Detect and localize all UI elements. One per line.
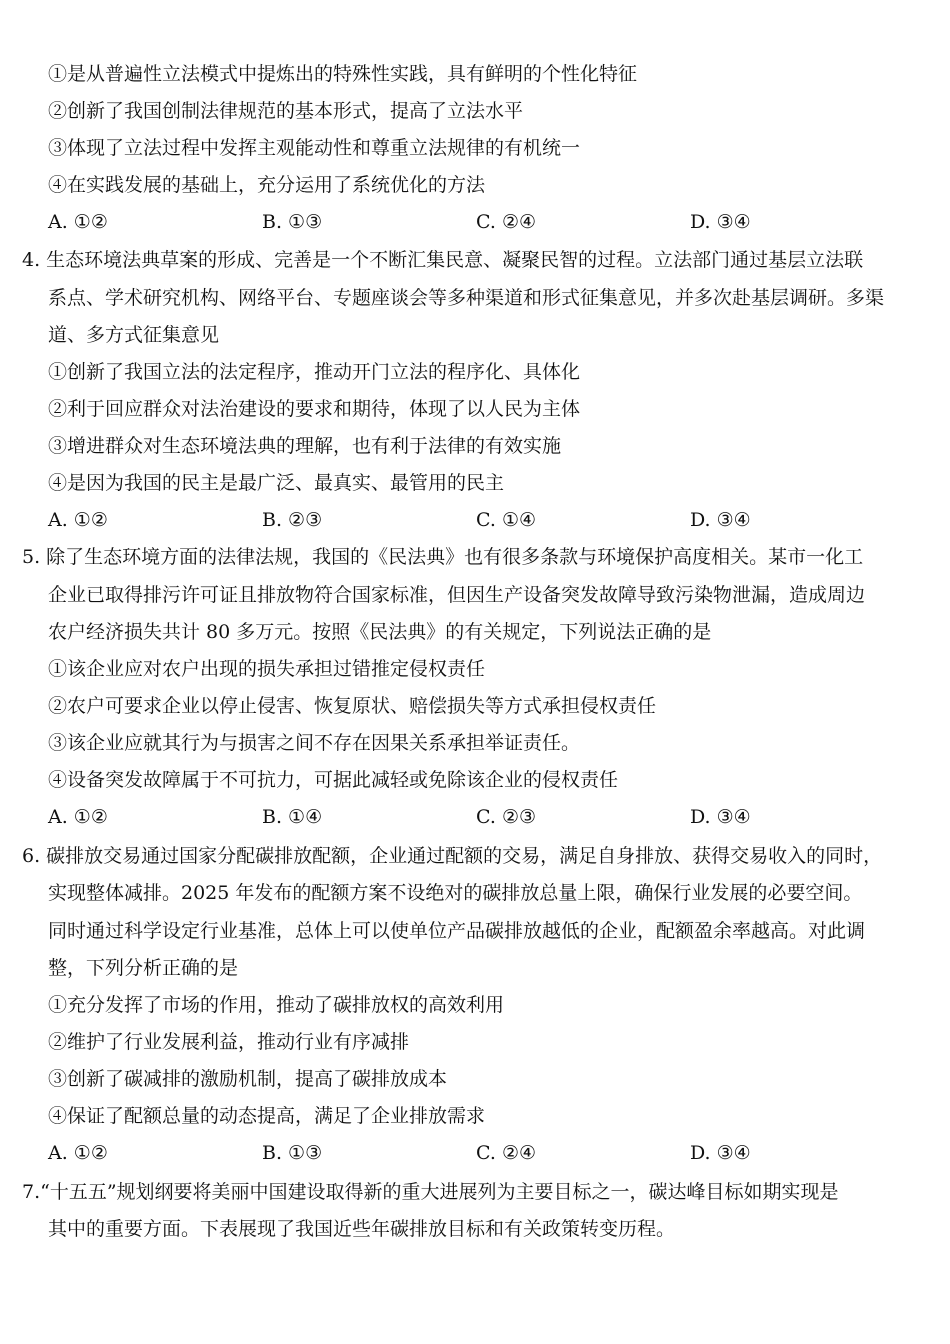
q3-option-d: D. ③④ (690, 211, 751, 233)
q4-item-2: ②利于回应群众对法治建设的要求和期待，体现了以人民为主体 (48, 398, 581, 420)
q6-option-c: C. ②④ (476, 1142, 537, 1164)
q3-option-b: B. ①③ (262, 211, 323, 233)
q6-stem-line-1: 6. 碳排放交易通过国家分配碳排放配额，企业通过配额的交易，满足自身排放、获得交易收入的同时， (22, 845, 883, 867)
q4-item-1: ①创新了我国立法的法定程序，推动开门立法的程序化、具体化 (48, 361, 581, 383)
q5-item-1: ①该企业应对农户出现的损失承担过错推定侵权责任 (48, 658, 486, 680)
q4-item-3: ③增进群众对生态环境法典的理解，也有利于法律的有效实施 (48, 435, 562, 457)
q5-stem-line-2: 企业已取得排污许可证且排放物符合国家标准，但因生产设备突发故障导致污染物泄漏，造成周边 (48, 584, 866, 606)
q6-item-2: ②维护了行业发展利益，推动行业有序减排 (48, 1031, 410, 1053)
q5-option-b: B. ①④ (262, 806, 323, 828)
q5-stem-line-1: 5. 除了生态环境方面的法律法规，我国的《民法典》也有很多条款与环境保护高度相关。某市一化工 (22, 546, 864, 568)
q6-option-b: B. ①③ (262, 1142, 323, 1164)
q5-stem-line-3: 农户经济损失共计 80 多万元。按照《民法典》的有关规定，下列说法正确的是 (48, 621, 712, 643)
q3-item-3: ③体现了立法过程中发挥主观能动性和尊重立法规律的有机统一 (48, 137, 581, 159)
q6-item-3: ③创新了碳减排的激励机制，提高了碳排放成本 (48, 1068, 448, 1090)
q4-option-b: B. ②③ (262, 509, 323, 531)
q5-item-2: ②农户可要求企业以停止侵害、恢复原状、赔偿损失等方式承担侵权责任 (48, 695, 657, 717)
q5-option-c: C. ②③ (476, 806, 537, 828)
q4-stem-line-1: 4. 生态环境法典草案的形成、完善是一个不断汇集民意、凝聚民智的过程。立法部门通过基层立法联 (22, 249, 864, 271)
q6-stem-line-4: 整，下列分析正确的是 (48, 957, 239, 979)
q6-item-1: ①充分发挥了市场的作用，推动了碳排放权的高效利用 (48, 994, 505, 1016)
q5-item-3: ③该企业应就其行为与损害之间不存在因果关系承担举证责任。 (48, 732, 581, 754)
q4-option-a: A. ①② (48, 509, 108, 531)
q5-item-4: ④设备突发故障属于不可抗力，可据此减轻或免除该企业的侵权责任 (48, 769, 619, 791)
q7-stem-line-2: 其中的重要方面。下表展现了我国近些年碳排放目标和有关政策转变历程。 (48, 1218, 676, 1240)
q5-option-a: A. ①② (48, 806, 108, 828)
q3-item-4: ④在实践发展的基础上，充分运用了系统优化的方法 (48, 174, 486, 196)
q3-option-a: A. ①② (48, 211, 108, 233)
q5-option-d: D. ③④ (690, 806, 751, 828)
q6-stem-line-3: 同时通过科学设定行业基准，总体上可以使单位产品碳排放越低的企业，配额盈余率越高。对此调 (48, 920, 866, 942)
q6-option-a: A. ①② (48, 1142, 108, 1164)
q6-stem-line-2: 实现整体减排。2025 年发布的配额方案不设绝对的碳排放总量上限，确保行业发展的必要空间。 (48, 882, 863, 904)
q7-stem-line-1: 7.“十五五”规划纲要将美丽中国建设取得新的重大进展列为主要目标之一，碳达峰目标如期实现是 (22, 1181, 839, 1203)
q6-option-d: D. ③④ (690, 1142, 751, 1164)
q3-option-c: C. ②④ (476, 211, 537, 233)
q4-option-c: C. ①④ (476, 509, 537, 531)
q4-item-4: ④是因为我国的民主是最广泛、最真实、最管用的民主 (48, 472, 505, 494)
q4-stem-line-3: 道、多方式征集意见 (48, 324, 220, 346)
q4-stem-line-2: 系点、学术研究机构、网络平台、专题座谈会等多种渠道和形式征集意见，并多次赴基层调研。多渠 (48, 287, 885, 309)
q3-item-2: ②创新了我国创制法律规范的基本形式，提高了立法水平 (48, 100, 524, 122)
q4-option-d: D. ③④ (690, 509, 751, 531)
q3-item-1: ①是从普遍性立法模式中提炼出的特殊性实践，具有鲜明的个性化特征 (48, 63, 638, 85)
q6-item-4: ④保证了配额总量的动态提高，满足了企业排放需求 (48, 1105, 486, 1127)
